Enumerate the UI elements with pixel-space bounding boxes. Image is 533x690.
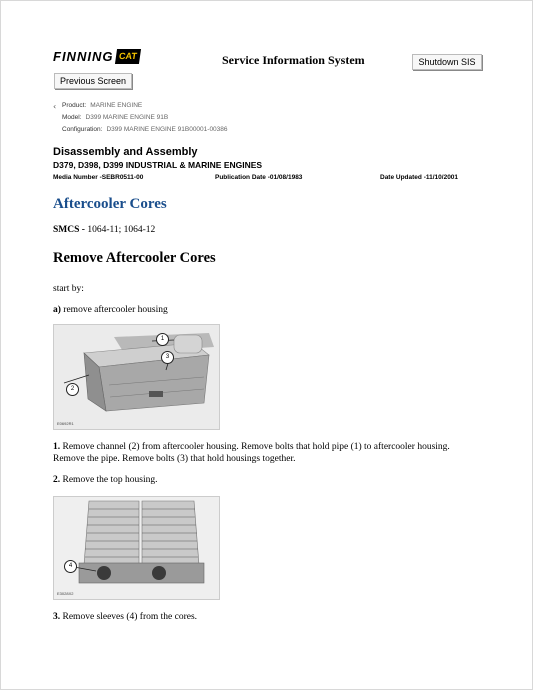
start-by-text: start by: xyxy=(53,284,84,294)
model-line xyxy=(62,114,168,121)
system-title: Service Information System xyxy=(222,53,365,67)
configuration-label: Configuration: xyxy=(62,126,103,133)
step-1 xyxy=(53,441,463,465)
figure1-caption: E0692R1 xyxy=(57,421,74,426)
aftercooler-housing-photo xyxy=(53,324,220,430)
smcs-line xyxy=(53,225,155,235)
callout-4: 4 xyxy=(64,560,77,573)
smcs-label: SMCS - xyxy=(53,225,85,235)
cat-badge: CAT xyxy=(115,49,141,64)
model-label: Model: xyxy=(62,114,82,121)
model-value: D399 MARINE ENGINE 91B xyxy=(85,114,169,121)
product-line xyxy=(62,102,142,109)
configuration-line xyxy=(62,126,228,133)
chevron-left-icon[interactable]: ‹ xyxy=(53,102,57,111)
step-a-text: remove aftercooler housing xyxy=(63,305,168,315)
callout-1: 1 xyxy=(156,333,169,346)
smcs-value: 1064-11; 1064-12 xyxy=(87,225,156,235)
page-heading: Aftercooler Cores xyxy=(53,196,167,212)
step-a xyxy=(53,304,463,316)
step-1-label: 1. xyxy=(53,442,61,452)
step-3-label: 3. xyxy=(53,612,61,622)
media-number: Media Number -SEBR0511-00 xyxy=(53,174,144,181)
section-heading: Remove Aftercooler Cores xyxy=(53,250,216,266)
callout-3: 3 xyxy=(161,351,174,364)
product-value: MARINE ENGINE xyxy=(90,102,143,109)
publication-date: Publication Date -01/08/1983 xyxy=(215,174,303,181)
aftercooler-cores-photo xyxy=(53,496,220,600)
step-3-text: Remove sleeves (4) from the cores. xyxy=(62,612,198,622)
step-1-text: Remove channel (2) from aftercooler housing. Remove bolts that hold pipe (1) to aftercooler housing. Remove the pipe. Remove bolts (3) that hold housings together. xyxy=(53,442,450,464)
callout-2: 2 xyxy=(66,383,79,396)
document-title: Disassembly and Assembly xyxy=(53,146,198,158)
previous-screen-button[interactable]: Previous Screen xyxy=(54,73,132,89)
product-label: Product: xyxy=(62,102,87,109)
step-2-label: 2. xyxy=(53,475,61,485)
finning-cat-logo xyxy=(53,49,140,64)
document-subtitle: D379, D398, D399 INDUSTRIAL & MARINE ENGINES xyxy=(53,160,263,170)
step-2 xyxy=(53,474,463,486)
shutdown-sis-button[interactable]: Shutdown SIS xyxy=(412,54,482,70)
step-3 xyxy=(53,611,463,623)
step-a-label: a) xyxy=(53,305,61,315)
logo-text: FINNING xyxy=(53,49,114,64)
figure2-caption: E3028X2 xyxy=(57,591,74,596)
step-2-text: Remove the top housing. xyxy=(62,475,158,485)
configuration-value: D399 MARINE ENGINE 91B00001-00386 xyxy=(106,126,228,133)
date-updated: Date Updated -11/10/2001 xyxy=(380,174,459,181)
